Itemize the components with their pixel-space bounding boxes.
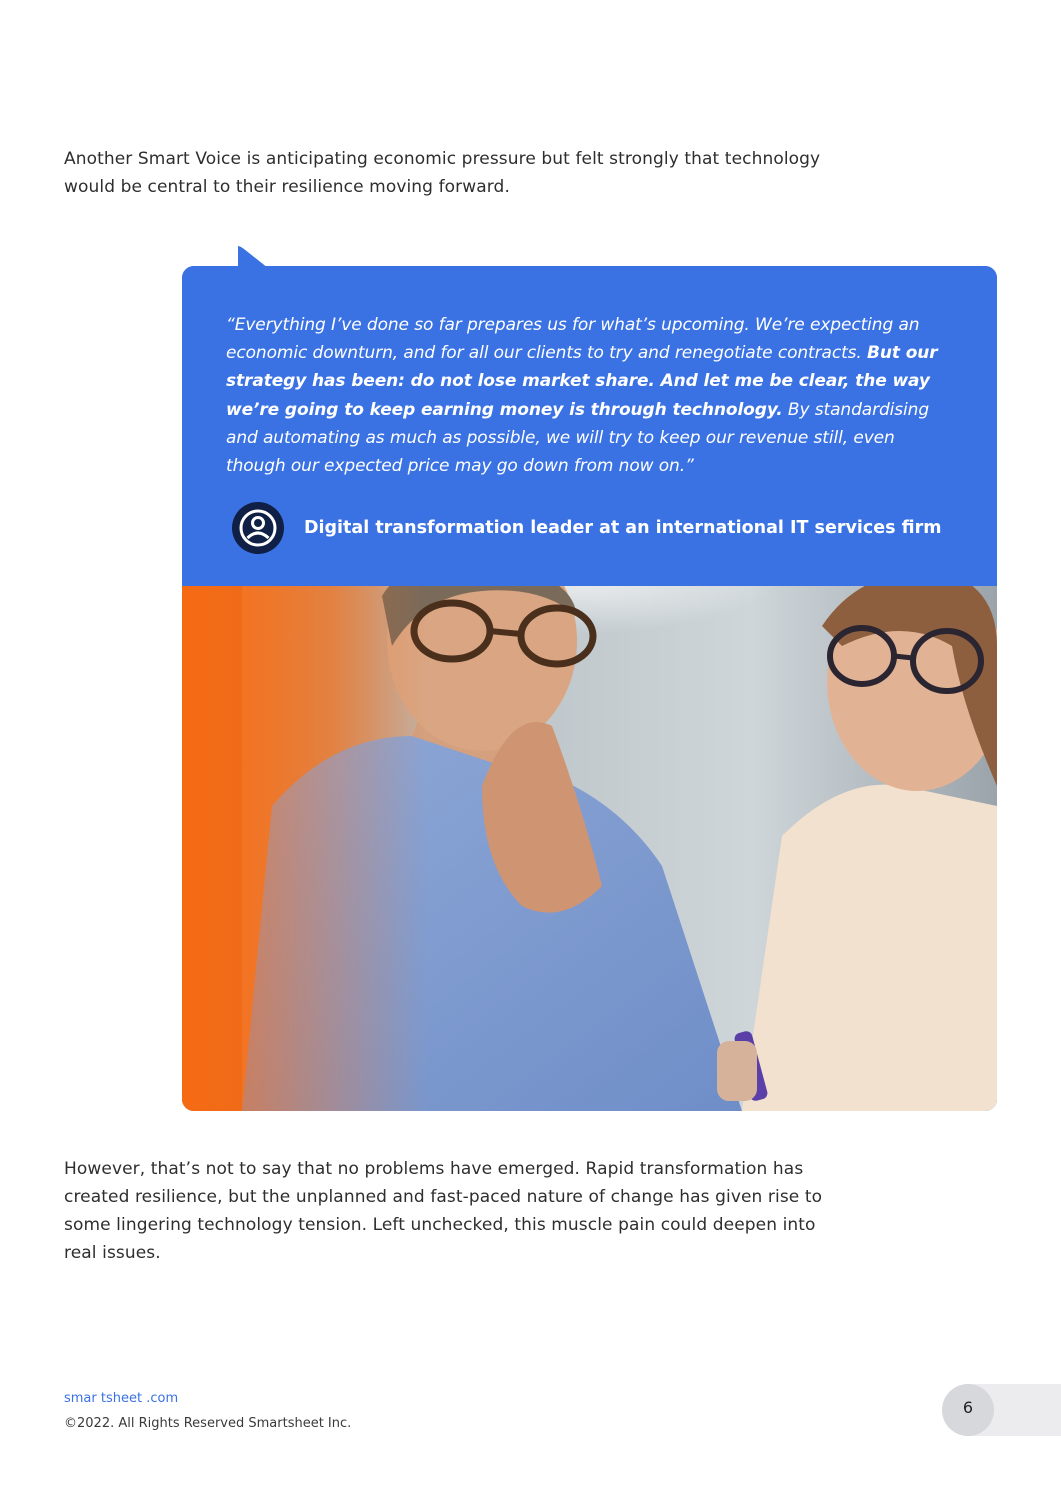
quote-text-part2: By standardising and automating as much as possible, we will try to keep our revenue still, even though our expected price may go down from now on.”	[226, 399, 930, 477]
page-number-badge	[942, 1384, 994, 1436]
speech-bubble-tail	[238, 246, 268, 268]
outro-paragraph: However, that’s not to say that no problems have emerged. Rapid transformation has created resilience, but the unplanned and fast-paced nature of change has given rise to some lingering technology tension. Left unchecked, this muscle pain could deepen into real issues.	[64, 1159, 823, 1263]
attribution	[232, 502, 972, 554]
quote-text	[226, 311, 956, 480]
quote-panel	[182, 266, 997, 586]
page-number: 6	[962, 1397, 974, 1417]
quote-card	[182, 266, 997, 1111]
website-link[interactable]: smar tsheet .com	[64, 1391, 179, 1406]
office-photo	[182, 586, 997, 1111]
attribution-text: Digital transformation leader at an international IT services firm	[304, 518, 942, 538]
quote-text-part1: “Everything I’ve done so far prepares us for what’s upcoming. We’re expecting an economic downturn, and for all our clients to try and renegotiate contracts.	[226, 315, 920, 364]
user-avatar-icon	[232, 502, 284, 554]
intro-paragraph: Another Smart Voice is anticipating economic pressure but felt strongly that technology would be central to their resilience moving forward.	[64, 149, 821, 197]
copyright-text: ©2022. All Rights Reserved Smartsheet Inc.	[64, 1416, 352, 1431]
quote-text-bold: But our strategy has been: do not lose market share. And let me be clear, the way we’re going to keep earning money is through technology.	[226, 343, 938, 420]
